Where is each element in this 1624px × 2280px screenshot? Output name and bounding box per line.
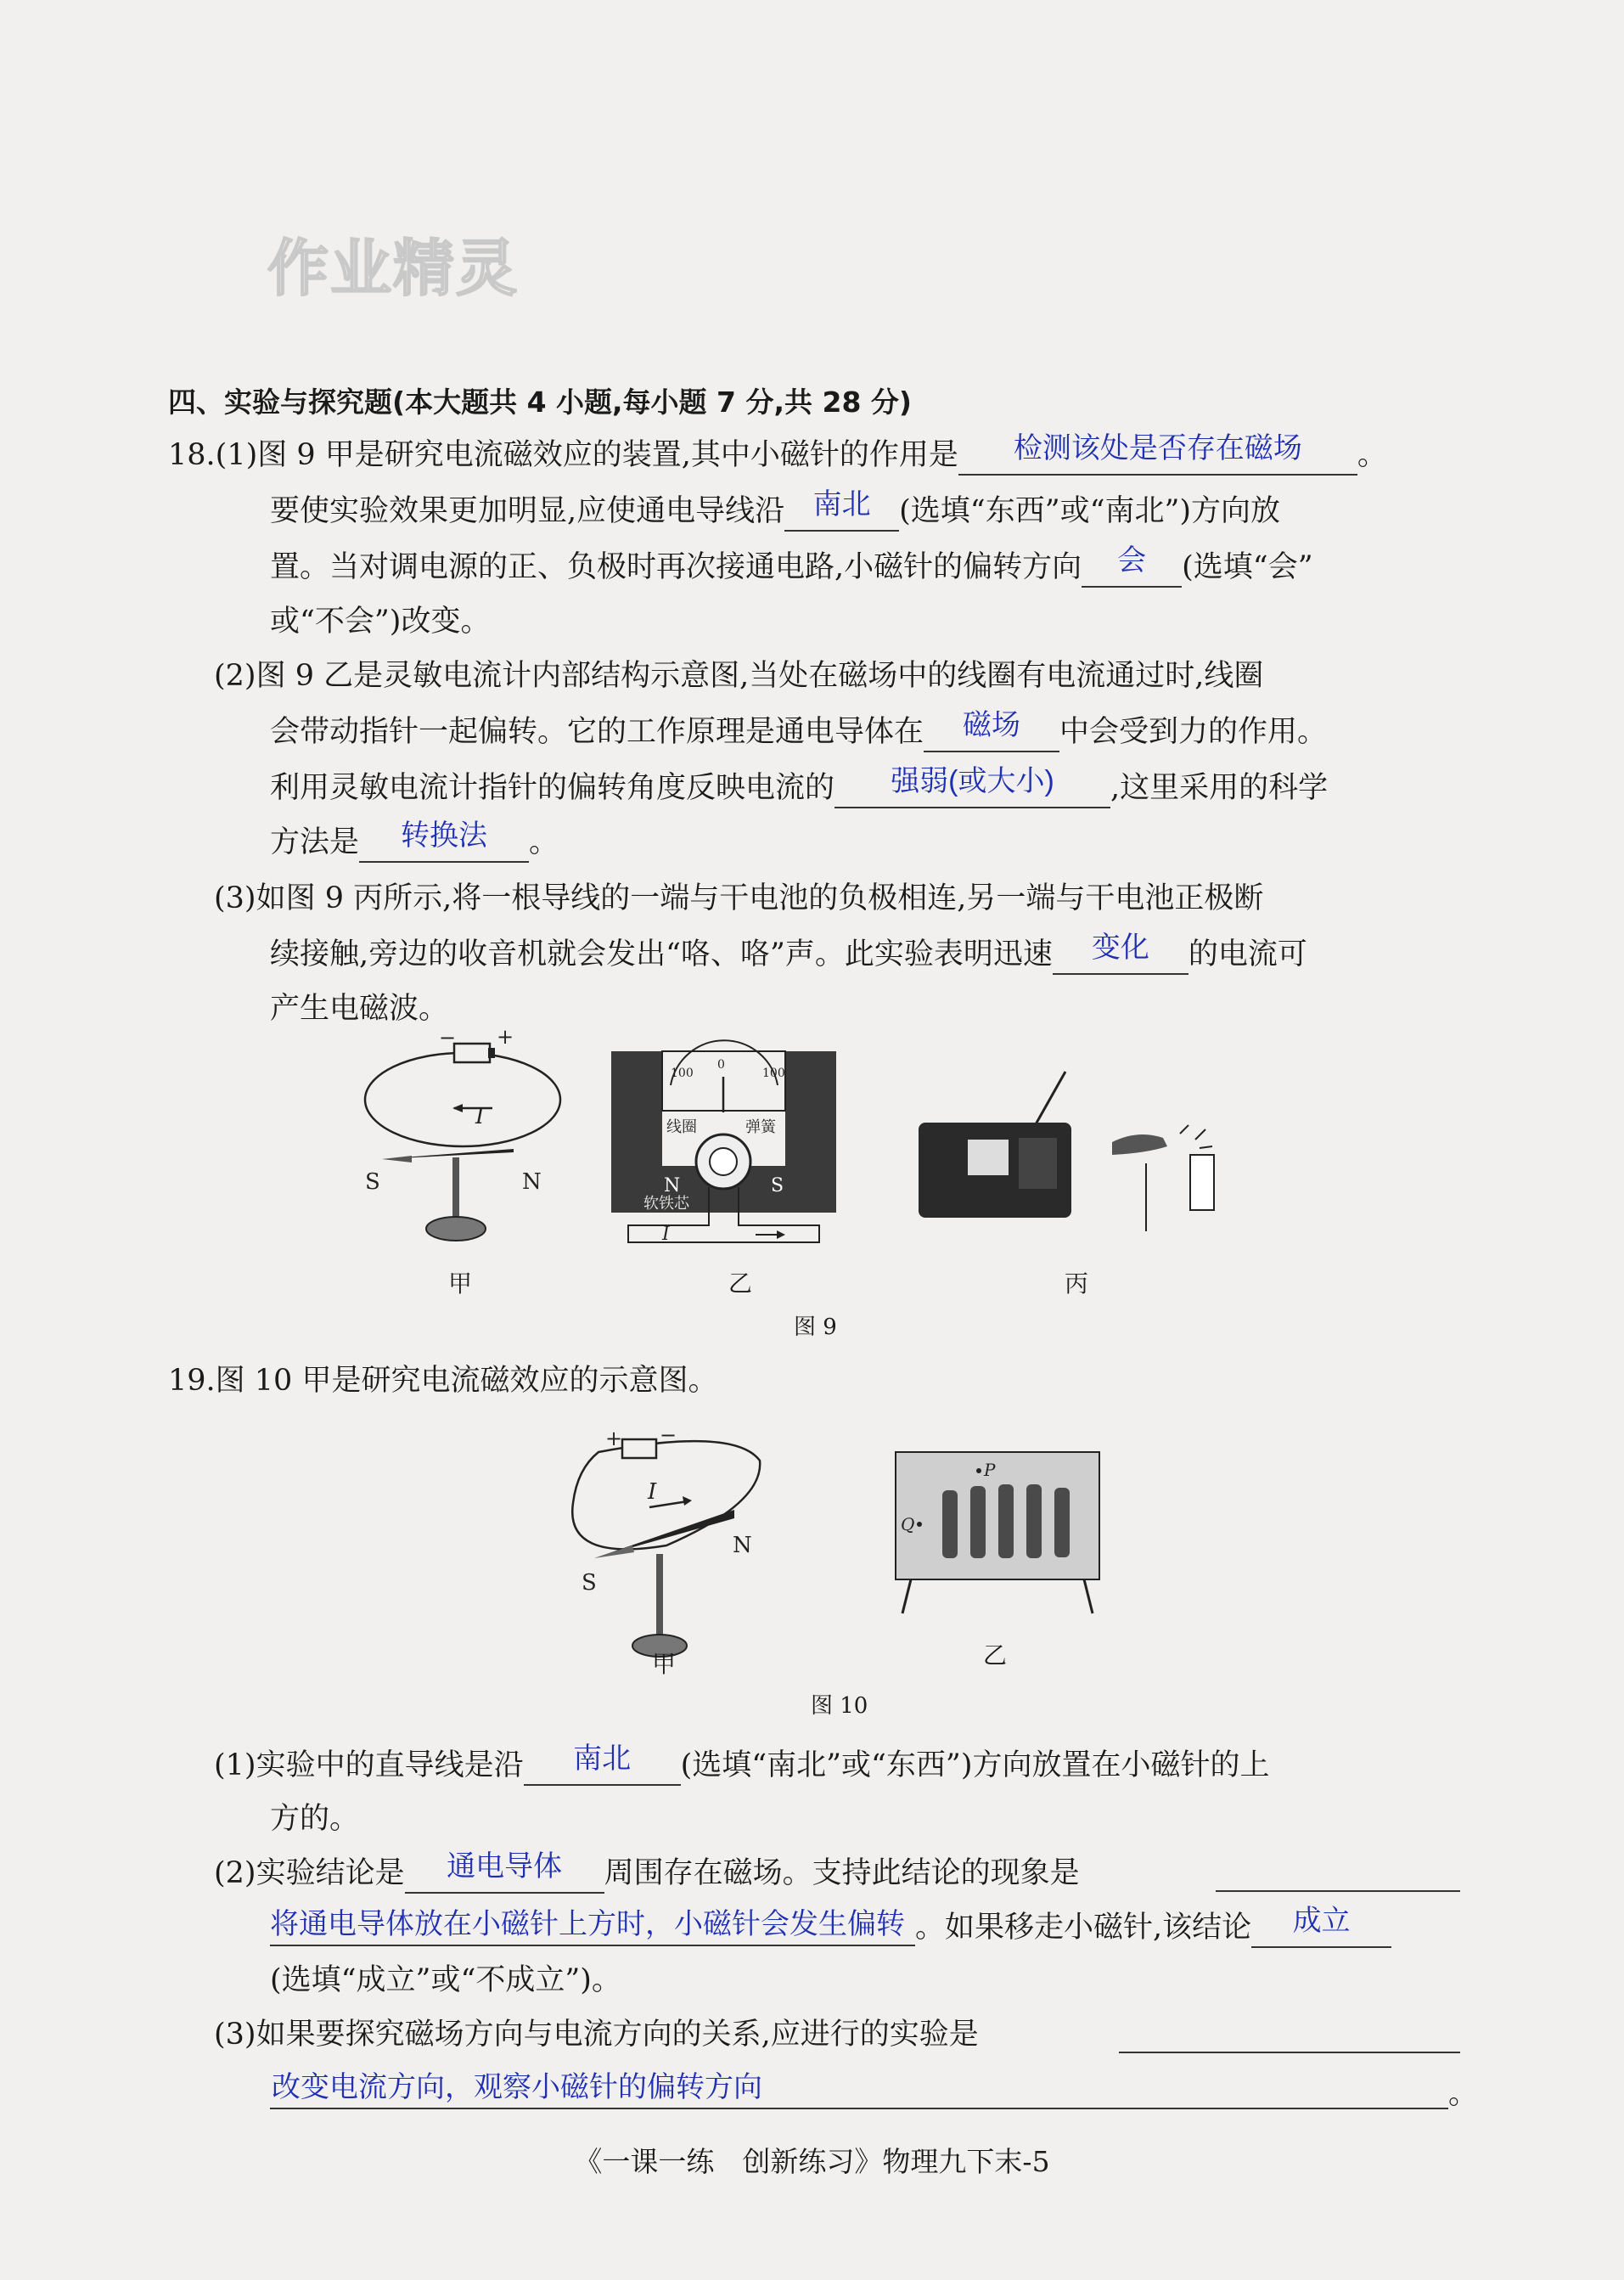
q19-p2-line3: (选填“成立”或“不成立”)。 [270,1963,621,1997]
fig10-jia-diagram [565,1423,768,1673]
q19-p2-blank2-start[interactable] [1216,1890,1460,1892]
q18-p2-line1: (2)图 9 乙是灵敏电流计内部结构示意图,当处在磁场中的线圈有电流通过时,线圈 [214,659,1264,693]
q18-p1-line1: 18.(1)图 9 甲是研究电流磁效应的装置,其中小磁针的作用是 检测该处是否存在磁场 。 [168,435,1387,476]
q19-p3-line1: (3)如果要探究磁场方向与电流方向的关系,应进行的实验是 [214,2018,979,2052]
q18-p1-blank1[interactable] [958,432,1357,476]
q18-p2-line3: 利用灵敏电流计指针的偏转角度反映电流的 强弱(或大小) ,这里采用的科学 [270,768,1328,808]
q19-intro: 19.图 10 甲是研究电流磁效应的示意图。 [168,1364,718,1398]
soft-iron-core-label: 软铁芯 [643,1195,689,1213]
fig10-yi-diagram [896,1452,1099,1618]
q19-p2-blank1[interactable] [405,1850,604,1894]
answer-text: 转换法 [401,819,488,852]
q18-p1-line4: 或“不会”)改变。 [270,605,491,639]
q18-p1-line3: 置。当对调电源的正、负极时再次接通电路,小磁针的偏转方向 会 (选填“会” [270,547,1313,588]
section-title: 四、实验与探究题(本大题共 4 小题,每小题 7 分,共 28 分) [168,386,913,419]
q18-p2-line2: 会带动指针一起偏转。它的工作原理是通电导体在 磁场 中会受到力的作用。 [270,712,1327,752]
fig9-yi-diagram [611,1051,836,1247]
scale-100-right: 100 [762,1067,785,1080]
fig9-jia-label: 甲 [448,1269,473,1298]
q19-p2-blank2[interactable] [270,1945,915,1946]
fig9-bing-label: 丙 [1065,1269,1089,1298]
q18-p2-blank1[interactable] [924,709,1059,752]
point-p-label: P [984,1460,996,1480]
fig10-jia-label: 甲 [652,1650,677,1678]
fig9-caption: 图 9 [794,1315,837,1340]
answer-text: 会 [1117,544,1147,577]
q18-p1-blank2[interactable] [784,488,899,532]
n-pole-label: N [522,1169,542,1195]
page-footer: 《一课一练 创新练习》物理九下末-5 [574,2145,1050,2178]
watermark-logo: 作业精灵 [267,233,520,304]
q19-p1-line1: (1)实验中的直导线是沿 南北 (选填“南北”或“东西”)方向放置在小磁针的上 [214,1745,1269,1786]
scale-0: 0 [717,1058,725,1072]
s-pole-label: S [365,1169,380,1195]
q19-p2-blank3[interactable] [1251,1905,1391,1948]
s-pole-label: S [582,1570,597,1596]
s-pole-label: S [771,1175,784,1196]
plus-label: + [497,1025,514,1049]
q19-p1-blank1[interactable] [524,1742,681,1786]
q18-p2-line4: 方法是 转换法 。 [270,822,559,863]
plus-label: + [605,1427,623,1450]
coil-label: 线圈 [666,1118,697,1136]
answer-text: 检测该处是否存在磁场 [1013,432,1302,464]
fig10-caption: 图 10 [811,1693,868,1719]
q19-p2-line2: 。如果移走小磁针,该结论 成立 [915,1907,1391,1948]
scale-100-left: 100 [671,1067,694,1080]
q19-p2-line1: (2)实验结论是 通电导体 周围存在磁场。支持此结论的现象是 [214,1853,1080,1894]
q19-p2-answer2: 将通电导体放在小磁针上方时，小磁针会发生偏转 [270,1908,905,1940]
fig10-yi-label: 乙 [983,1641,1008,1669]
fig9-yi-label: 乙 [728,1269,753,1298]
answer-text: 通电导体 [447,1850,563,1883]
q18-p2-blank2[interactable] [834,765,1110,808]
q18-p1-line2: 要使实验效果更加明显,应使通电导线沿 南北 (选填“东西”或“南北”)方向放 [270,491,1280,532]
q18-p3-line2: 续接触,旁边的收音机就会发出“咯、咯”声。此实验表明迅速 变化 的电流可 [270,934,1307,975]
q19-p3-end: 。 [1448,2077,1479,2111]
q18-p1-blank3[interactable] [1082,544,1182,588]
q18-p3-line3: 产生电磁波。 [270,992,449,1026]
q19-p3-blank1-start[interactable] [1119,2052,1460,2053]
q19-p3-answer1: 改变电流方向，观察小磁针的偏转方向 [272,2071,762,2103]
current-label: I [475,1104,485,1129]
q19-p1-line2: 方的。 [270,1802,360,1836]
q19-p3-blank1[interactable] [270,2108,1448,2109]
answer-text: 强弱(或大小) [891,765,1054,797]
minus-label: − [439,1026,457,1050]
answer-text: 南北 [812,488,871,521]
point-q-label: Q [901,1514,915,1534]
answer-text: 变化 [1091,932,1149,964]
minus-label: − [660,1423,677,1447]
current-label: I [648,1479,657,1505]
answer-text: 成立 [1292,1905,1351,1937]
answer-text: 南北 [573,1742,632,1775]
q18-p3-blank1[interactable] [1053,932,1188,975]
answer-text: 磁场 [963,709,1021,741]
n-pole-label: N [664,1175,681,1196]
current-label: I [662,1224,670,1245]
q18-p3-line1: (3)如图 9 丙所示,将一根导线的一端与干电池的负极相连,另一端与干电池正极断 [214,881,1264,915]
fig9-bing-radio [917,1072,1074,1220]
fig9-jia-diagram [361,1025,582,1261]
spring-label: 弹簧 [745,1118,776,1136]
fig9-bing-battery [1112,1121,1222,1231]
n-pole-label: N [733,1533,752,1558]
